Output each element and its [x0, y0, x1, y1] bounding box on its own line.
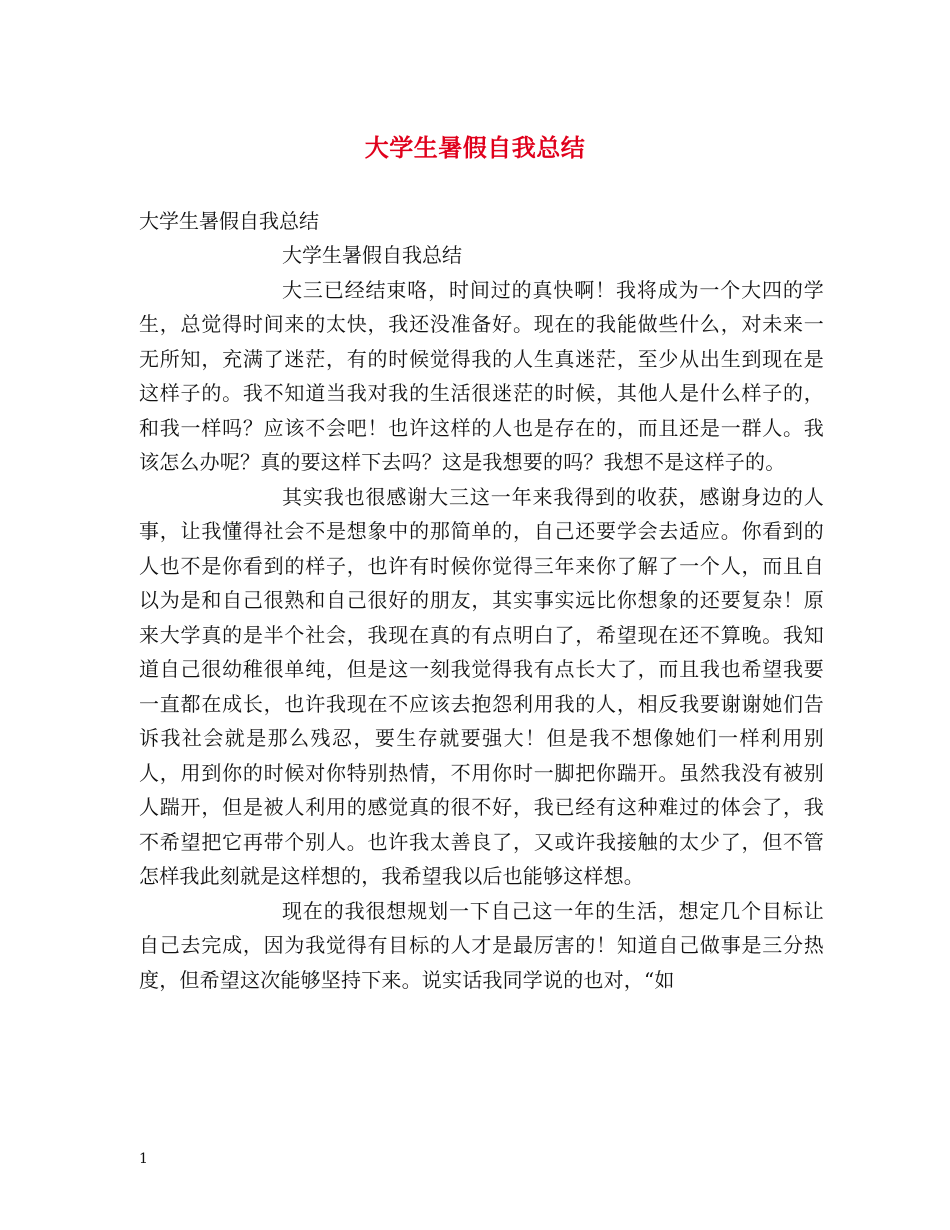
paragraph-2: 其实我也很感谢大三这一年来我得到的收获，感谢身边的人事，让我懂得社会不是想象中的那简单的，自己还要学会去适应。你看到的人也不是你看到的样子，也许有时候你觉得三年来你了解了一个人，而且自以为是和自己很熟和自己很好的朋友，其实事实远比你想象的还要复杂！原来大学真的是半个社会，我现在真的有点明白了，希望现在还不算晚。我知道自己很幼稚很单纯，但是这一刻我觉得我有点长大了，而且我也希望我要一直都在成长，也许我现在不应该去抱怨利用我的人，相反我要谢谢她们告诉我社会就是那么残忍，要生存就要强大！但是我不想像她们一样利用别人，用到你的时候对你特别热情，不用你时一脚把你踹开。虽然我没有被别人踹开，但是被人利用的感觉真的很不好，我已经有这种难过的体会了，我不希望把它再带个别人。也许我太善良了，又或许我接触的太少了，但不管怎样我此刻就是这样想的，我希望我以后也能够这样想。 — [139, 484, 824, 888]
page-number: 1 — [139, 1151, 148, 1167]
page-title: 大学生暑假自我总结 — [364, 133, 586, 162]
document-body — [139, 238, 824, 997]
paragraph-3: 现在的我很想规划一下自己这一年的生活，想定几个目标让自己去完成，因为我觉得有目标的人才是最厉害的！知道自己做事是三分热度，但希望这次能够坚持下来。说实话我同学说的也对，“如 — [139, 898, 824, 992]
paragraph-1: 大三已经结束咯，时间过的真快啊！我将成为一个大四的学生，总觉得时间来的太快，我还没准备好。现在的我能做些什么，对未来一无所知，充满了迷茫，有的时候觉得我的人生真迷茫，至少从出生到现在是这样子的。我不知道当我对我的生活很迷茫的时候，其他人是什么样子的，和我一样吗？应该不会吧！也许这样的人也是存在的，而且还是一群人。我该怎么办呢？真的要这样下去吗？这是我想要的吗？我想不是这样子的。 — [139, 277, 824, 474]
document-heading: 大学生暑假自我总结 — [139, 209, 319, 233]
document-subtitle: 大学生暑假自我总结 — [282, 243, 462, 267]
